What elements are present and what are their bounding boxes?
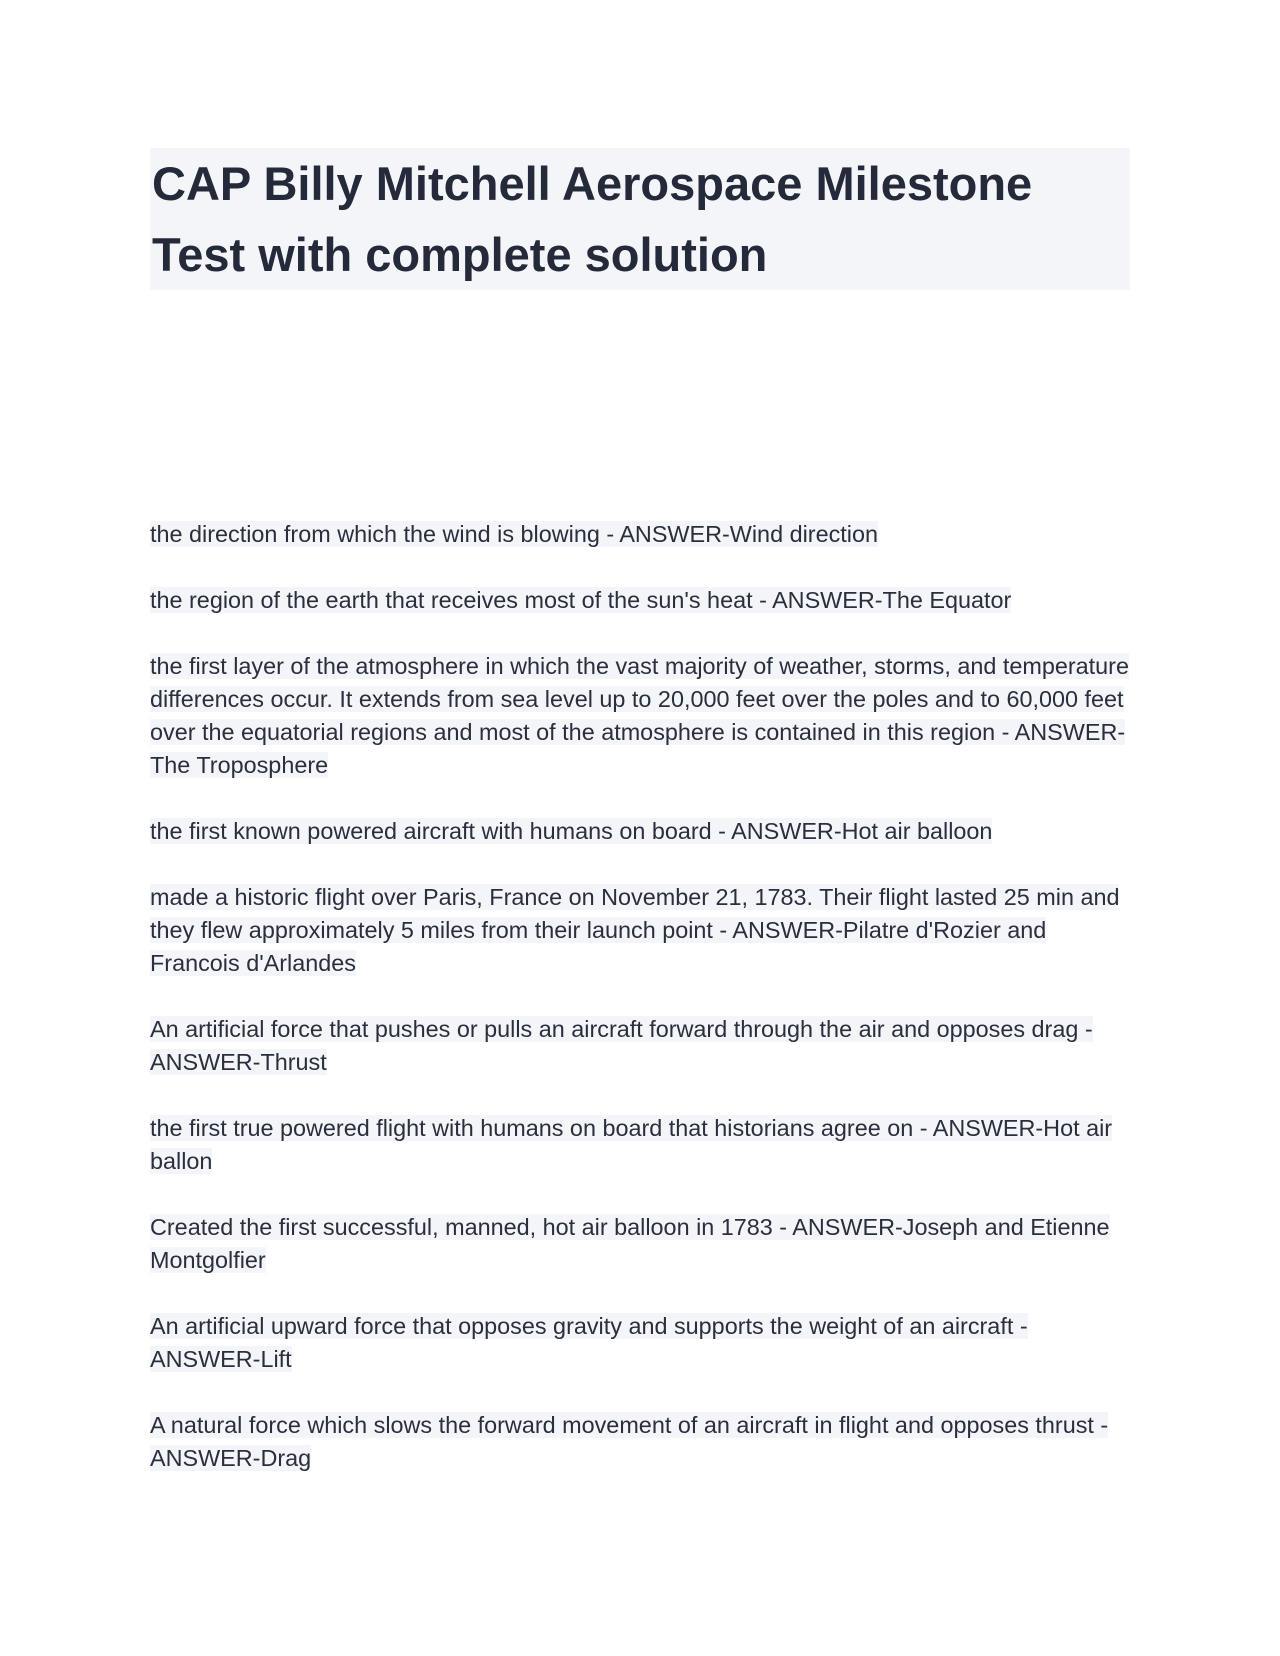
title-block bbox=[150, 148, 1130, 290]
qa-entry bbox=[150, 650, 1130, 782]
title-line-2: Test with complete solution bbox=[152, 228, 768, 281]
qa-entry-text: A natural force which slows the forward movement of an aircraft in flight and opposes thrust - ANSWER-Drag bbox=[150, 1412, 1109, 1471]
qa-entry bbox=[150, 1112, 1130, 1178]
qa-entry bbox=[150, 518, 1130, 551]
qa-entry bbox=[150, 881, 1130, 980]
document-page bbox=[150, 148, 1130, 1471]
qa-entry-text: made a historic flight over Paris, France on November 21, 1783. Their flight lasted 25 min and they flew approximately 5 miles from their launch point - ANSWER-Pilatre d'Rozier and Francois d'Arlandes bbox=[150, 884, 1120, 976]
qa-entry-text: the region of the earth that receives most of the sun's heat - ANSWER-The Equator bbox=[150, 587, 1012, 613]
qa-entry bbox=[150, 584, 1130, 617]
title-line-1: CAP Billy Mitchell Aerospace Milestone bbox=[152, 157, 1033, 210]
qa-entry-text: An artificial force that pushes or pulls an aircraft forward through the air and opposes drag - ANSWER-Thrust bbox=[150, 1016, 1093, 1075]
qa-entry bbox=[150, 815, 1130, 848]
qa-list bbox=[150, 518, 1130, 1508]
qa-entry-text: the first true powered flight with humans on board that historians agree on - ANSWER-Hot air ballon bbox=[150, 1115, 1113, 1174]
qa-entry bbox=[150, 1409, 1130, 1475]
qa-entry-text: the direction from which the wind is blowing - ANSWER-Wind direction bbox=[150, 521, 878, 547]
qa-entry bbox=[150, 1310, 1130, 1376]
qa-entry-text: the first known powered aircraft with humans on board - ANSWER-Hot air balloon bbox=[150, 818, 993, 844]
document-title bbox=[150, 148, 1130, 290]
qa-entry-text: Created the first successful, manned, hot air balloon in 1783 - ANSWER-Joseph and Etienne Montgolfier bbox=[150, 1214, 1110, 1273]
qa-entry-text: An artificial upward force that opposes gravity and supports the weight of an aircraft - ANSWER-Lift bbox=[150, 1313, 1028, 1372]
qa-entry bbox=[150, 1013, 1130, 1079]
qa-entry bbox=[150, 1211, 1130, 1277]
qa-entry-text: the first layer of the atmosphere in which the vast majority of weather, storms, and temperature differences occur. It extends from sea level up to 20,000 feet over the poles and to 60,000 feet over the equatorial regions and most of the atmosphere is contained in this region - ANSWER-The Troposphere bbox=[150, 653, 1129, 778]
